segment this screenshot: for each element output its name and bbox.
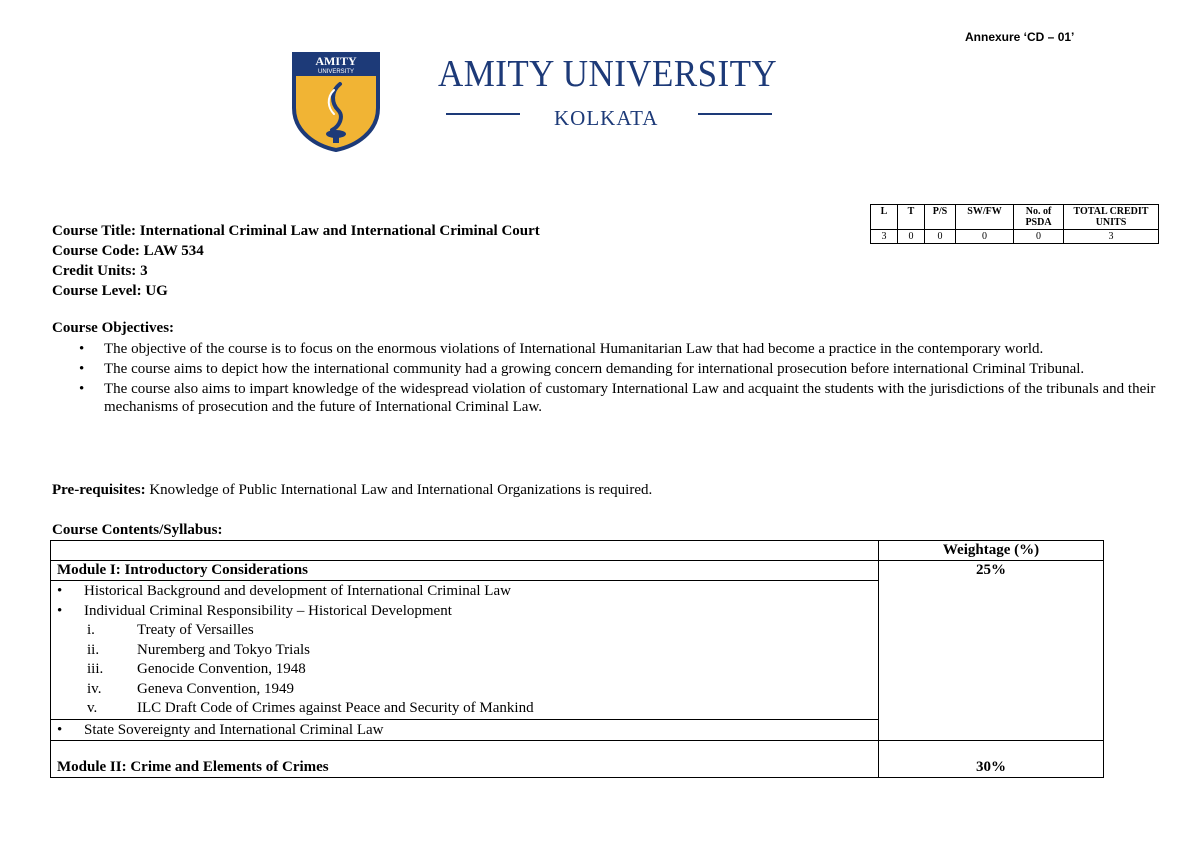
credit-header-cell: TOTAL CREDIT UNITS [1064,205,1159,230]
module-row [51,561,1104,581]
topic-item: • State Sovereignty and International Criminal Law [51,719,878,740]
topic-item: • Historical Background and development of International Criminal Law [51,581,878,601]
credit-units-label: Credit Units: [52,263,141,279]
subtopic-item [51,641,878,661]
subtopic-number: v. [87,700,98,716]
credit-value-cell: 0 [956,230,1014,244]
subtopic-number: iii. [87,661,104,677]
objective-item: • The course also aims to impart knowledge of the widespread violation of customary International Law and acquaint the students with the jurisdictions of the tribunals and their mechanisms of prosecution and the future of International Criminal Law. [104,380,1162,417]
subtopic-text: Geneva Convention, 1949 [137,680,295,697]
course-title-line [52,221,540,241]
module-weightage [879,740,1104,777]
row-spacer [57,741,872,758]
credit-header-cell: SW/FW [956,205,1014,230]
objectives-heading: Course Objectives: [52,320,175,336]
subtopic-item [51,680,878,700]
credit-units-line [52,261,540,281]
credit-value-cell: 3 [871,230,898,244]
prerequisites-text: Knowledge of Public International Law and International Organizations is required. [145,482,653,498]
credit-header-cell: T [898,205,925,230]
title-rule-right [698,113,772,115]
credit-header-row [871,205,1159,230]
university-name: AMITY UNIVERSITY [438,53,778,95]
syllabus-header-row [51,541,1104,561]
credit-value-cell: 0 [1014,230,1064,244]
module-title [51,740,879,777]
annexure-label: Annexure ‘CD – 01’ [965,30,1075,44]
credit-units: 3 [140,263,148,279]
subtopic-number: i. [87,622,95,638]
module-weightage: 25% [879,561,1104,741]
subtopic-text: ILC Draft Code of Crimes against Peace and Security of Mankind [137,700,534,716]
credit-value-cell: 0 [925,230,956,244]
credit-breakdown-table [870,204,1159,244]
course-code-label: Course Code: [52,243,144,259]
credit-header-cell: No. of PSDA [1014,205,1064,230]
objective-item: • The course aims to depict how the international community had a growing concern demanding for international prosecution before international Criminal Tribunal. [104,360,1162,379]
course-level-line [52,281,540,301]
subtopic-number: ii. [87,641,100,658]
module-topics [51,581,879,741]
module-weightage-text: 30% [976,758,1006,775]
subtopic-number: iv. [87,680,102,697]
subtopic-item [51,621,878,641]
credit-header-cell: L [871,205,898,230]
credit-value-cell: 0 [898,230,925,244]
title-rule-left [446,113,520,115]
prerequisites [52,482,652,499]
crest-text-amity: AMITY [315,54,357,68]
course-objectives [52,319,1162,418]
module-row [51,740,1104,777]
course-code: LAW 534 [143,243,204,259]
course-title: International Criminal Law and International Criminal Court [139,223,540,239]
topic-item: • Individual Criminal Responsibility – Historical Development [51,601,878,621]
module-title: Module I: Introductory Considerations [51,561,879,581]
subtopic-item [51,660,878,680]
course-info [52,221,540,301]
weightage-header: Weightage (%) [879,541,1104,561]
subtopic-item [51,699,878,719]
prerequisites-label: Pre-requisites: [52,482,146,498]
subtopic-text: Nuremberg and Tokyo Trials [137,641,310,658]
crest-text-university: UNIVERSITY [317,69,355,75]
subtopic-text: Treaty of Versailles [137,622,254,638]
syllabus-header-blank [51,541,879,561]
university-city: KOLKATA [554,106,659,130]
syllabus-heading: Course Contents/Syllabus: [52,522,223,538]
objectives-list [52,340,1162,417]
syllabus-table [50,540,1104,778]
amity-crest-logo [290,50,382,152]
credit-value-cell: 3 [1064,230,1159,244]
course-title-label: Course Title: [52,223,140,239]
objective-item: • The objective of the course is to focus on the enormous violations of International Humanitarian Law that had become a practice in the contemporary world. [104,340,1162,359]
row-spacer [885,741,1097,758]
credit-header-cell: P/S [925,205,956,230]
subtopic-text: Genocide Convention, 1948 [137,661,306,677]
module-title-text: Module II: Crime and Elements of Crimes [57,758,329,775]
course-code-line [52,241,540,261]
course-level-label: Course Level: [52,283,146,299]
credit-value-row [871,230,1159,244]
course-level: UG [145,283,168,299]
